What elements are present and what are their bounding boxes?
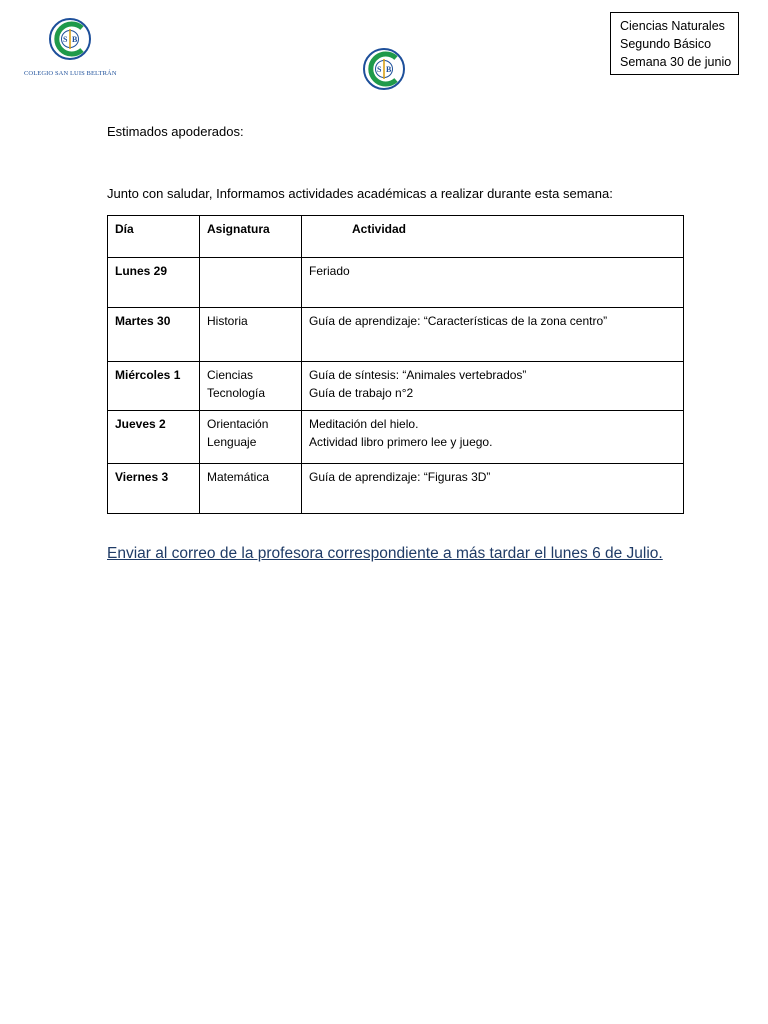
svg-text:B: B [386, 65, 392, 74]
intro-text: Junto con saludar, Informamos actividades académicas a realizar durante esta semana: [107, 186, 613, 201]
table-row [108, 362, 684, 411]
week-label: Semana 30 de junio [620, 55, 732, 69]
grade-label: Segundo Básico [620, 37, 712, 51]
school-crest-icon [49, 18, 91, 60]
svg-text:B: B [72, 35, 78, 44]
subject-cell [200, 411, 302, 464]
subject-cell [200, 308, 302, 362]
activity-table [107, 215, 684, 514]
activity-cell [302, 411, 684, 464]
activity-line: Feriado [309, 264, 350, 278]
header-actividad: Actividad [302, 216, 684, 258]
subject-label: Ciencias Naturales [620, 19, 725, 33]
table-row [108, 308, 684, 362]
subject-line: Matemática [207, 470, 270, 484]
table-row [108, 258, 684, 308]
svg-text:S: S [63, 35, 68, 44]
subject-line: Tecnología [207, 386, 266, 400]
subject-cell [200, 258, 302, 308]
activity-cell [302, 258, 684, 308]
day-cell: Jueves 2 [108, 411, 200, 464]
activity-line: Guía de síntesis: “Animales vertebrados” [309, 368, 527, 382]
header-asignatura: Asignatura [200, 216, 302, 258]
day-cell: Lunes 29 [108, 258, 200, 308]
submission-note: Enviar al correo de la profesora correspondiente a más tardar el lunes 6 de Julio. [107, 545, 663, 562]
center-logo [363, 48, 405, 95]
day-cell: Viernes 3 [108, 464, 200, 514]
activity-cell [302, 362, 684, 411]
svg-text:S: S [377, 65, 382, 74]
subject-line: Ciencias [207, 368, 254, 382]
activity-cell [302, 308, 684, 362]
activity-line: Guía de trabajo n°2 [309, 386, 414, 400]
subject-line: Orientación [207, 417, 269, 431]
day-cell: Miércoles 1 [108, 362, 200, 411]
table-row [108, 464, 684, 514]
header-dia: Día [108, 216, 200, 258]
subject-cell [200, 464, 302, 514]
greeting: Estimados apoderados: [107, 124, 244, 139]
course-info-box [610, 12, 739, 75]
activity-line: Meditación del hielo. [309, 417, 419, 431]
subject-cell [200, 362, 302, 411]
activity-cell [302, 464, 684, 514]
school-name: COLEGIO SAN LUIS BELTRÁN [24, 70, 117, 77]
school-logo [24, 18, 116, 80]
activity-line: Guía de aprendizaje: “Características de la zona centro” [309, 314, 608, 328]
table-header-row [108, 216, 684, 258]
school-crest-icon [363, 48, 405, 90]
table-row [108, 411, 684, 464]
day-cell: Martes 30 [108, 308, 200, 362]
subject-line: Lenguaje [207, 435, 257, 449]
subject-line: Historia [207, 314, 248, 328]
activity-line: Guía de aprendizaje: “Figuras 3D” [309, 470, 491, 484]
activity-line: Actividad libro primero lee y juego. [309, 435, 493, 449]
